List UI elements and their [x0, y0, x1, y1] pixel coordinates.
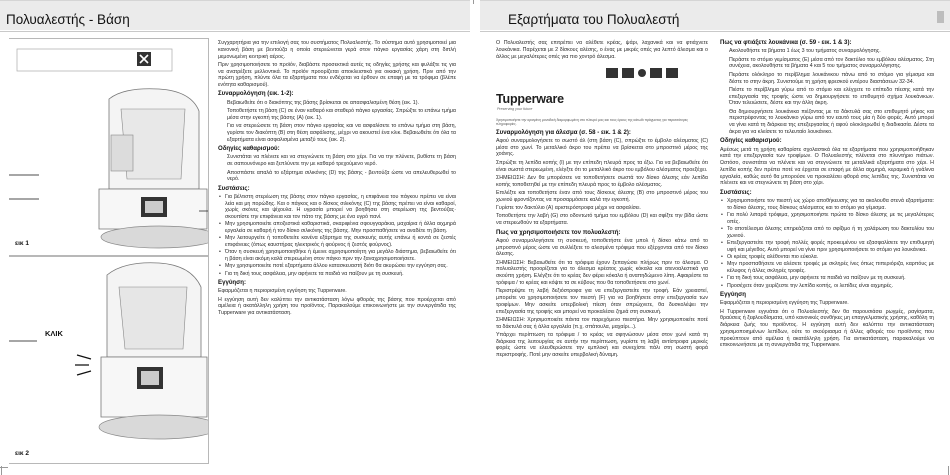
section-heading: Συστάσεις:	[720, 188, 752, 196]
left-page-title: Πολυαλεστής - Βάση	[6, 12, 130, 27]
figure-2-callout: ΚΛΙΚ	[45, 329, 63, 338]
left-page-header	[0, 0, 470, 30]
paragraph: Αποσπάστε απαλά το εξάρτημα σιλικόνης (D) της βάσης - βεντούζα ώστε να απελευθερωθεί το νερό.	[227, 169, 456, 183]
paragraph: Βεβαιωθείτε ότι ο διακόπτης της βάσης βρίσκεται σε απασφαλισμένη θέση (εικ. 1).	[227, 99, 419, 106]
legal-note: Χρησιμοποιήστε την ορισμένη μοναδική διαμορφωμένη στο πλευρό μας και τους όρους της κάτωθι πράγματος για περισσότερες πληροφορίες.	[496, 118, 689, 127]
list-item: • Το αποτέλεσμα άλεσης επηρεάζεται από το σφίξιμο ή τη χαλάρωση του δακτυλίου του χωνιού.	[720, 226, 934, 240]
list-item: • Όταν η συσκευή χρησιμοποιηθήκε ή έμεινε αχρησιμοποίητη για μεγάλο διάστημα, βεβαιωθείτε ότι η βάση είναι ακόμη καλά στερεωμένη στον πάγκο πριν την ξαναχρησιμοποιήσετε.	[218, 249, 456, 263]
paragraph: Εφαρμόζεται η περιορισμένη εγγύηση της Tupperware.	[218, 288, 347, 295]
section-heading: Συναρμολόγηση για άλεσμα (σ. 58 - εικ. 1 & 2):	[496, 128, 631, 136]
right-page-header	[480, 0, 950, 30]
center-text-column	[496, 40, 708, 62]
paragraph: Συγχαρητήρια για την επιλογή σας του συστήματος Πολυαλεστής. Το σύστημα αυτό χρησιμοποιεί μια κανονική βάση με βεντούζα η οποία στερεώνεται γερά στον πάγκο εργασίας χάρη στη διπλή μεμονωμένη κεντρική αέρος.	[218, 40, 456, 60]
paragraph: ΣΗΜΕΙΩΣΗ: Βεβαιωθείτε ότι τα τρόφιμα έχουν ξεπαγώσει πλήρως πριν το άλεσμα. Ο πολυαλεστής προορίζεται για το άλεσμα κρέατος χωρίς κόκαλα και ατενοαλεστικά για σκούπη χρήση. Ελέγξτε ότι το κρέας δεν φέρει κόκαλα ή αναπηδώμενο λίπη. Αφαιρέστε τα τρόφιμα / το κρέας και κόψτε τα σε κύβους που θα τοποθετήσετε στο χωνί.	[496, 259, 708, 286]
tips-list	[720, 198, 934, 289]
paragraph: Εφαρμόζεται η περιορισμένη εγγύηση της Tupperware.	[720, 300, 849, 307]
paragraph: Πριν χρησιμοποιήσετε το προϊόν, διαβάστε προσεκτικά αυτές τις οδηγίες χρήσης και φυλάξτε τις για να ανατρέξετε μελλοντικά. Το προϊόν προορίζεται αποκλειστικά για οικιακή χρήση. Πριν από την πρώτη χρήση, πλύντε όλα τα εξαρτήματα που ενδέχεται να έρθουν σε επαφή με τα τρόφιμα (βλέπε ενότητα καθαρισμού).	[218, 61, 456, 89]
paragraph: Για να στερεώσετε τη βάση στον πάγκο εργασίας και να ασφαλίσετε το επάνω τμήμα στη βάση, γυρίστε τον διακόπτη (Β) στη θέση ασφάλισης, μέχρι να ακουστεί ένα κλικ. Βεβαιωθείτε ότι όλα τα εξαρτήματα είναι ασφαλισμένα μεταξύ τους (εικ. 2).	[227, 123, 456, 143]
paragraph: Επιλέξτε και τοποθετήστε έναν από τους δίσκους άλεσης (Β) στο μπροστινό μέρος του χωνιού φροντίζοντας να προσαρμόσετε καλά την εγκοπή.	[496, 189, 708, 203]
list-item: • Επεξεργαστείτε την τροφή πολλές φορές προκειμένου να εξασφαλίσετε την επιθυμητή υφή και μέγεθος. Αυτό μπορεί να γίνει πριν χρησιμοποιήσετε το στόμιο για λουκάνικα.	[720, 240, 934, 254]
section-heading: Οδηγίες καθαρισμού:	[218, 145, 280, 153]
section-heading: Εγγύηση:	[218, 279, 247, 287]
right-page-title: Εξαρτήματα του Πολυαλεστή	[508, 12, 680, 27]
center-text-column-body	[496, 127, 708, 361]
crop-mark	[948, 466, 949, 475]
paragraph: Ακολουθήστε τα βήματα 1 έως 3 του τμήματος συναρμολόγησης.	[729, 48, 881, 55]
paragraph: Τοποθετήστε την λαβή (G) στο οδοντωτό τμήμα του εμβόλου (D) και σφίξτε την βίδα ώστε να στερεωθούν τα εξαρτήματα.	[496, 213, 708, 227]
list-item: • Για τη δική τους ασφάλεια, μην αφήνετε τα παιδιά να παίζουν με τη συσκευή.	[218, 271, 456, 278]
section-heading: Πως να χρησιμοποιήσετε τον πολυαλεστή:	[496, 228, 621, 236]
list-item: • Μην προσπαθήσετε να αλέσετε τροφές με σκληρές ίνες όπως πιπεριόριζα, καρπόυς με κέλυφος ή άλλες σκληρές τροφές.	[720, 261, 934, 275]
paragraph: Περάστε το στόμιο γεμίσματος (Ε) μέσα από τον δακτύλιο του εμβόλου αλέσματος. Στη συνέχεια, ακολουθήστε τα βήματα 4 και 5 του τμήματος συναρμολόγησης.	[729, 56, 934, 70]
list-item: • Για πολύ λιπαρά τρόφιμα, χρησιμοποιήστε πρώτα το δίσκο άλεσης με τις μεγαλύτερες οπές.	[720, 212, 934, 226]
section-heading: Εγγύηση	[720, 290, 747, 298]
list-item: • Μην χρησιμοποιείτε αποξεστικά καθαριστικά, σκαριφένια σφουγγαράκια, μαχαίρια ή άλλα αιχμηρά εργαλεία σε καθαρή ή τον δίσκο σιλικόνης της βάσης. Μην προσπαθήσετε να αναδέτε τη βάση.	[218, 221, 456, 235]
accessory-thumbnails	[604, 66, 708, 78]
paragraph: Η εγγύηση αυτή δεν καλύπτει την αντικατάσταση λόγω φθοράς της βάσης που προέρχεται από αμέλεια ή ακατάλληλη χρήση του προϊόντος. Παρακαλούμε επικοινωνήστε με την συνεργάτιδα της Tupperware για αντικατάσταση.	[218, 296, 456, 317]
paragraph: Υπάρχει περίπτωση τα τρόφιμα / το κρέας να σφηνώσουν μέσα στον χωνί κατά τη διάρκεια της λειτουργίας σε αυτήν την περίπτωση, γυρίστε τη λαβή αντίστροφα μερικές φορές ώστε να ελευθερώσετε την εμπλοκή και συνεχίστε πάλι στη σωστή φορά περιστροφής. Ποτέ μην ασκείτε υπερβολική δύναμη.	[496, 331, 708, 359]
section-heading: Συστάσεις:	[218, 184, 250, 192]
paragraph: Αφού συναρμολογήσετε το σωστό άλ (στη βάση (C), σπρώξτε το έμβολο αλέσματος (C) μέσα στο χωνί. Το μεταλλικό άκρο του πρέπει να βρίσκεται στο μπροστινό μέρος της χοάνης.	[496, 137, 708, 158]
accessory-icons	[604, 67, 708, 79]
figure-2	[9, 256, 209, 464]
paragraph: Σπρώξτε τη λεπίδα κοπής (I) με την επίπεδη πλευρά προς τα έξω. Για να βεβαιωθείτε ότι είναι σωστά στερεωμένη, ελέγξτε ότι το μεταλλικό άκρο του εμβόλου αλέσματος προεξέχει.	[496, 159, 708, 173]
list-item: • Μην λειτουργείτε ή τοποθετείτε κανένα εξάρτημα της συσκευής αυτής επάνω ή κοντά σε ζεστές επιφάνειες (όπως καυστήρας ηλεκτρικός ή φούρνος ή ζεστός φούρνος).	[218, 235, 456, 249]
paragraph: Συνιστάται να πλένετε και να στεγνώνετε τη βάση στο χέρι. Για να την πλύνετε, βυθίστε τη βάση σε σαπουνόνερο και ξεπλύνετε την με καθαρό τρεχούμενο νερό.	[227, 154, 456, 168]
paragraph: ΣΗΜΕΙΩΣΗ: Χρησιμοποιείτε πάντα τον παρεχόμενο πιεστήρα. Μην χρησιμοποιείτε ποτέ τα δάκτυλά σας ή άλλα εργαλεία (π.χ. σπάτουλα, μαχαίρι...).	[496, 316, 708, 330]
left-text-column	[218, 40, 456, 319]
crop-mark	[0, 467, 8, 468]
brand-tagline: Preserving your future	[497, 107, 533, 111]
paragraph: Τοποθετήστε τη βάση (C) σε έναν καθαρό και σταθερό πάγκο εργασίας. Σπρώξτε το επάνω τμήμα μέσα στην εγκοπή της βάσης (Α) (εικ. 1).	[227, 108, 456, 121]
paragraph: Πιέστε το περίβλημα γύρω από το στόμιο και ελέγχετε το επίπεδο πίεσης κατά την επεξεργασία της τροφής ώστε να δημιουργήσετε το επιθυμητό σχήμα λουκάνικων. Όταν τελειώσετε, δέστε και την άλλη άκρη.	[729, 86, 934, 107]
header-rule	[0, 31, 470, 32]
list-item: • Για τη δική τους ασφάλεια, μην αφήνετε τα παιδιά να παίζουν με τη συσκευή.	[720, 275, 934, 282]
paragraph: Η Tupperware εγγυάται ότι ο Πολυαλεστής δεν θα παρουσιάσει ρωγμές, ραγίσματα, θραύσεις ή ξεφλουδίσματα, υπό κανονικές συνθήκες μη επαγγελματικής χρήσης, καθόλη τη διάρκεια ζωής του προϊόντος. Η εγγύηση αυτή δεν καλύπτει την αντικατάσταση χρησιμοποιημένων λεπίδων, ούτε το σκούριασμα ή άλλες φθορές του προϊόντος που προκύπτουν από αμέλεια ή ακατάλληλη χρήση. Για αντικατάσταση, παρακαλούμε να επικοινωνήσετε με τη συνεργάτιδα της Tupperware.	[720, 308, 934, 349]
crop-mark	[473, 0, 474, 4]
paragraph: Περάστε ολόκληρο το περίβλημα λουκάνικου πάνω από το στόμιο για γέμισμα και δέστε το στην άκρη. Συνιστούμε τη χρήση φρεσκού εντέρου διαστάσεων 32-34.	[729, 71, 934, 85]
list-item: • Μην χρησιμοποιείτε ποτέ εξαρτήματα άλλου κατασκευαστή διότι θα ακυρώσει την εγγύηση σας.	[218, 263, 456, 270]
list-item: • Προσέχετε όταν χειρίζεστε την λεπίδα κοπής, οι λεπίδες είναι αιχμηρές.	[720, 283, 934, 290]
right-text-column	[720, 40, 934, 351]
intro-paragraph: Ο Πολυαλεστής σας επιτρέπει να αλέθετε κρέας, ψάρι, λαχανικά και να φτιάχνετε λουκάνικα. Παρέχεται με 2 δίσκους αλέσης, ο ένας με μικρές οπές για λεπτό άλεσμα και ο άλλος με μεγαλύτερες οπές για πιο χοντρό άλεσμα.	[496, 40, 708, 60]
list-item: • Χρησιμοποιήστε τον πιεστή ως χώρο αποθήκευσης για τα ακολουθα στενά εξαρτήματα: το δίσκο άλεσης, τους δίσκους αλέσματος και το στόμιο για γέμισμα.	[720, 198, 934, 212]
section-heading: Συναρμολόγηση (εικ. 1-2):	[218, 90, 294, 98]
page-tab-marker	[937, 11, 944, 23]
header-rule	[480, 31, 950, 32]
figure-1-illustration	[9, 39, 209, 256]
brand-logo: Tupperware	[496, 92, 564, 106]
paragraph: Θα δημιουργήσετε λουκάνικα πιέζοντας με τα δάκτυλά σας στο επιθυμητό μήκος και περιστρέφοντας το λουκάνικο γύρω από τον εαυτό τους μία ή δύο φορές. Αυτό μπορεί να γίνει κατά τη διάρκεια της επεξεργασίας ή αφού ολοκληρωθεί η διαδικασία. Δέστε τα άκρα για να κλείσετε το τελευταίο λουκάνικο.	[729, 108, 934, 135]
list-item: • Για βέλτιστη στερέωση της βάσης στον πάγκο εργασίας, η επιφάνεια του πάγκου πρέπει να είναι λεία και μη πορώδης. Και ο πάγκος και ο δίσκος σιλικόνης (C) της βάσης πρέπει να είναι καθαροί, χωρίς σκόνες και ψίχουλα. Η υγρασία μπορεί να βοηθήσει στη στερέωση της βεντούζας· σκουπίστε την επιφάνεια και τον πάτο της βάσης με ένα υγρό πανί.	[218, 194, 456, 221]
figure-2-label: εικ 2	[15, 450, 29, 457]
paragraph: Γυρίστε τον δακτύλιο (Α) αριστερόστροφα μέχρι να ασφαλίσει.	[496, 205, 641, 212]
tips-list	[218, 194, 456, 278]
figure-1	[9, 38, 209, 256]
paragraph: Αμέσως μετά τη χρήση καθαρίστε σχολαστικά όλα τα εξαρτήματα που χρησιμοποιήθηκαν κατά την επεξεργασία των τροφίμων. Ο Πολυαλεστής πλένεται στο πλυντήριο πιάτων. Ωστόσο, συνιστάται να πλένετε και να στεγνώνετε τα μεταλλικά εξαρτήματα στο χέρι. Η λεπίδα κοπής δεν πρέπει ποτέ να έρχεται σε επαφή με άλλα αιχμηρά, κεραμικά ή γυάλινα εργαλεία, καθώς αυτό θα μπορούσε να προκαλέσει φθορά στις λεπίδες της. Συνιστάται να πλένετε και να στεγνώνετε τη βάση στο χέρι.	[720, 146, 934, 187]
section-heading: Πως να φτιάξετε λουκάνικα (σ. 59 - εικ. 1 & 3):	[720, 39, 852, 46]
paragraph: Αφού συναρμολογήσετε τη συσκευή, τοποθετήστε ένα μπολ ή δίσκο κάτω από το μπροστινό μέρος ώστε να συλλέξετε το αλεσμένα τρόφιμα που εξέρχονται από τον δίσκο άλεσης.	[496, 237, 708, 258]
paragraph: Περιστρέψτε τη λαβή δεξιόστροφα για να επεξεργαστείτε την τροφή. Εάν χρειαστεί, μπορείτε να χρησιμοποιήσετε τον πιεστή (F) για να βοηθήσετε στην επεξεργασία των τροφίμων. Μην ασκείτε υπερβολική πίεση όταν σπρώχνετε, θα δυσκολέψει την επεξεργασία της τροφής και μπορεί να προκαλέσει ζημιά στη συσκευή.	[496, 288, 708, 315]
figure-2-illustration	[9, 257, 209, 464]
paragraph: ΣΗΜΕΙΩΣΗ: Δεν θα μπορέσετε να τοποθετήσετε σωστά τον δίσκο άλεσης εάν λεπίδα κοπής τοποθετηθεί με την επίπεδη πλευρά προς το έμβολο αλέσματος.	[496, 174, 708, 188]
list-item: • Οι κρέας τροφές αλέθονται πιο εύκολα.	[720, 254, 934, 261]
section-heading: Οδηγίες καθαρισμού:	[720, 137, 782, 145]
figure-1-label: εικ 1	[15, 240, 29, 247]
